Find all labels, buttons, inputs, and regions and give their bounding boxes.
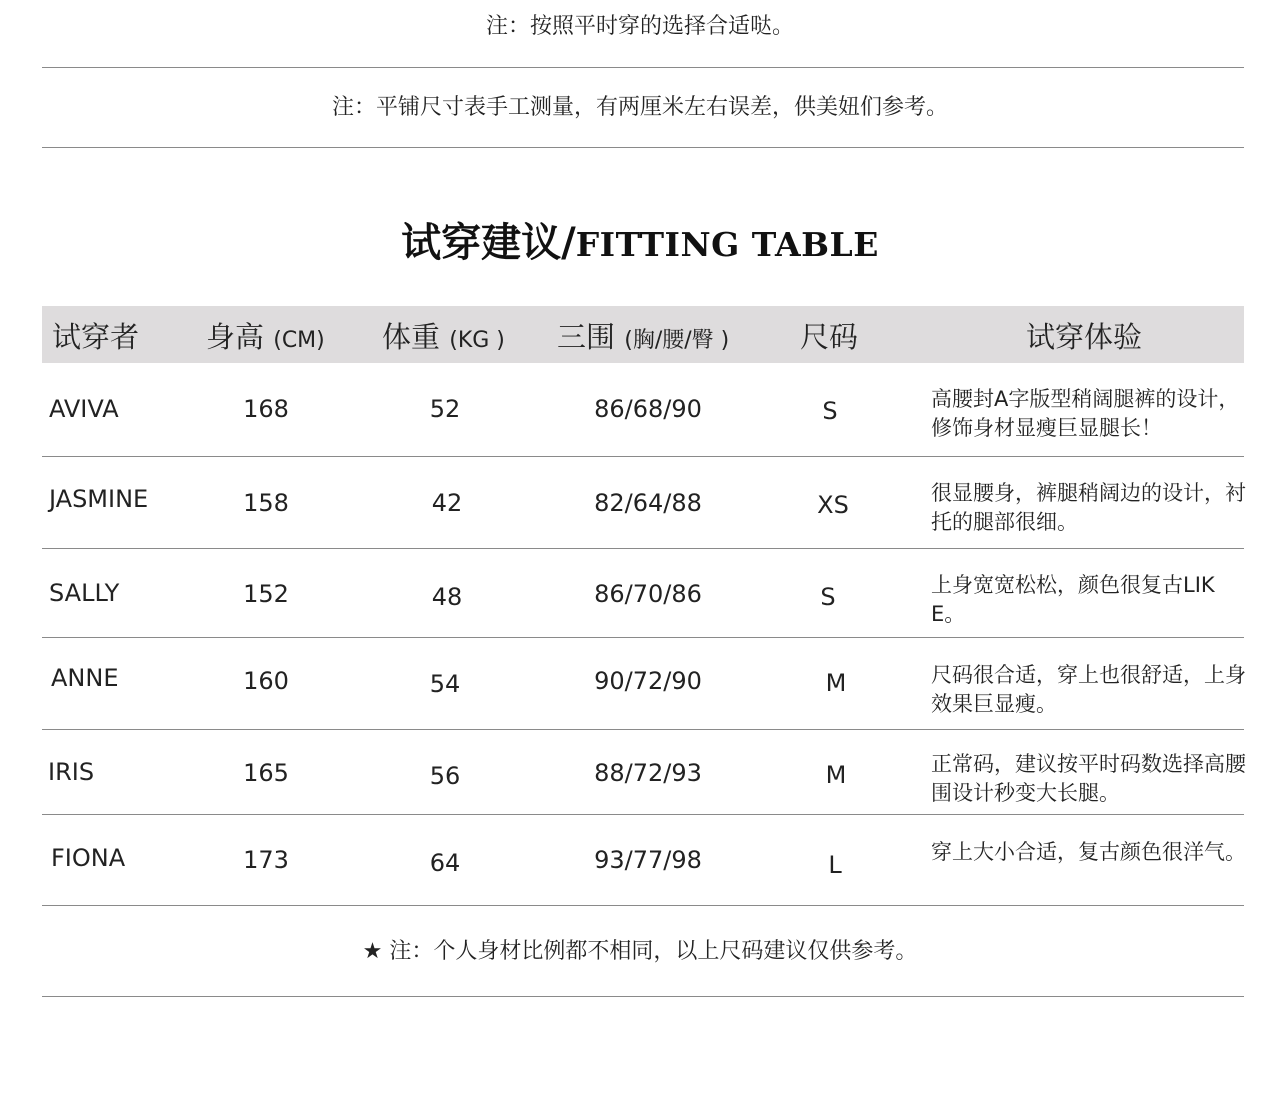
cell-experience: 正常码，建议按平时码数选择高腰围设计秒变大长腿。 — [931, 752, 1246, 805]
table-row — [42, 730, 1244, 815]
header-experience: 试穿体验 — [1026, 320, 1143, 354]
divider — [42, 67, 1244, 68]
cell-experience: 上身宽宽松松，颜色很复古LIKE。 — [931, 573, 1215, 626]
cell-measurements: 86/68/90 — [594, 395, 702, 423]
cell-height: 152 — [243, 580, 289, 608]
cell-name: IRIS — [48, 758, 95, 786]
page-title — [0, 216, 1280, 272]
cell-experience: 很显腰身，裤腿稍阔边的设计，衬托的腿部很细。 — [931, 481, 1246, 534]
cell-size: S — [822, 397, 838, 425]
divider — [42, 996, 1244, 997]
cell-measurements: 86/70/86 — [594, 580, 702, 608]
cell-measurements: 93/77/98 — [594, 846, 702, 874]
cell-size: L — [828, 851, 842, 879]
header-size: 尺码 — [800, 320, 859, 354]
cell-weight: 54 — [429, 670, 461, 698]
table-row — [42, 638, 1244, 730]
cell-name: JASMINE — [49, 485, 149, 513]
cell-measurements: 82/64/88 — [594, 489, 702, 517]
cell-measurements: 88/72/93 — [594, 759, 702, 787]
cell-height: 168 — [243, 395, 289, 423]
cell-weight: 64 — [429, 849, 461, 877]
cell-height: 165 — [243, 759, 289, 787]
header-height: 身高 (CM) — [206, 320, 325, 354]
cell-name: SALLY — [49, 579, 120, 607]
cell-size: M — [825, 669, 847, 697]
cell-weight: 48 — [431, 583, 463, 611]
note-bottom: ★ 注：个人身材比例都不相同，以上尺码建议仅供参考。 — [362, 939, 918, 964]
cell-experience: 穿上大小合适，复古颜色很洋气。 — [931, 840, 1246, 864]
header-weight: 体重 (KG ) — [382, 320, 505, 354]
cell-height: 173 — [243, 846, 289, 874]
cell-height: 160 — [243, 667, 289, 695]
cell-size: S — [820, 583, 836, 611]
table-header — [42, 306, 1244, 363]
table-row — [42, 363, 1244, 457]
cell-height: 158 — [243, 489, 289, 517]
table-row — [42, 815, 1244, 906]
cell-name: ANNE — [51, 664, 119, 692]
header-measurements: 三围 (胸/腰/臀 ) — [557, 320, 730, 354]
cell-weight: 42 — [431, 489, 463, 517]
title-cn: 试穿建议/ — [401, 220, 576, 266]
header-tester: 试穿者 — [52, 320, 140, 354]
cell-weight: 56 — [429, 762, 461, 790]
divider — [42, 147, 1244, 148]
table-row — [42, 457, 1244, 549]
cell-experience: 尺码很合适，穿上也很舒适，上身效果巨显瘦。 — [931, 663, 1246, 716]
table-row — [42, 549, 1244, 638]
note-top: 注：按照平时穿的选择合适哒。 — [485, 14, 794, 39]
cell-size: M — [825, 761, 847, 789]
cell-weight: 52 — [429, 395, 461, 423]
cell-name: AVIVA — [49, 395, 119, 423]
cell-name: FIONA — [51, 844, 126, 872]
note-measurement: 注：平铺尺寸表手工测量，有两厘米左右误差，供美妞们参考。 — [331, 95, 948, 120]
cell-experience: 高腰封A字版型稍阔腿裤的设计，修饰身材显瘦巨显腿长！ — [931, 387, 1240, 440]
cell-size: XS — [817, 491, 849, 519]
title-en: FITTING TABLE — [575, 225, 879, 264]
cell-measurements: 90/72/90 — [594, 667, 702, 695]
